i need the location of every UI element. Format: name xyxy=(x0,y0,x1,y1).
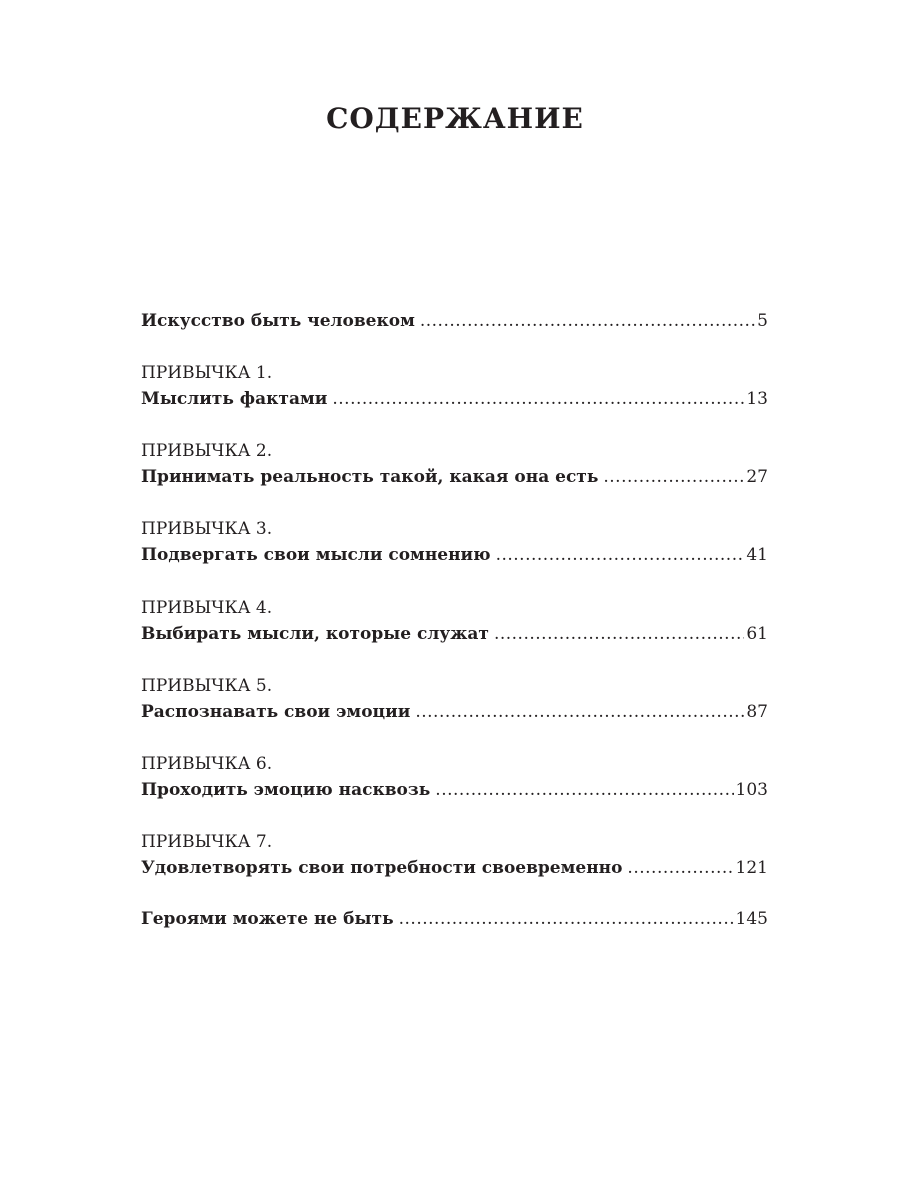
toc-entry-habit-1[interactable] xyxy=(141,387,768,411)
toc-page-number: 121 xyxy=(735,858,768,878)
toc-page-number: 5 xyxy=(757,311,768,331)
toc-entry-habit-6[interactable] xyxy=(141,778,768,802)
toc-entry-outro[interactable] xyxy=(141,907,768,931)
toc-entry-title: Выбирать мысли, которые служат xyxy=(141,624,489,644)
habit-label: ПРИВЫЧКА 1. xyxy=(141,363,273,383)
page-title: СОДЕРЖАНИЕ xyxy=(326,102,584,135)
dot-leader xyxy=(627,856,733,880)
dot-leader xyxy=(494,622,744,646)
habit-label: ПРИВЫЧКА 5. xyxy=(141,676,273,696)
habit-label: ПРИВЫЧКА 6. xyxy=(141,754,273,774)
toc-entry-habit-2[interactable] xyxy=(141,465,768,489)
habit-label: ПРИВЫЧКА 7. xyxy=(141,832,273,852)
toc-entry-title: Мыслить фактами xyxy=(141,389,328,409)
toc-entry-title: Удовлетворять свои потребности своевременно xyxy=(141,858,623,878)
toc-entry-title: Подвергать свои мысли сомнению xyxy=(141,545,491,565)
toc-page-number: 27 xyxy=(746,467,768,487)
toc-entry-title: Проходить эмоцию насквозь xyxy=(141,780,431,800)
toc-page-number: 145 xyxy=(735,909,768,929)
toc-entry-habit-4[interactable] xyxy=(141,622,768,646)
habit-label: ПРИВЫЧКА 4. xyxy=(141,598,273,618)
toc-page-number: 41 xyxy=(746,545,768,565)
dot-leader xyxy=(420,309,755,333)
toc-entry-intro[interactable] xyxy=(141,309,768,333)
toc-page-number: 13 xyxy=(746,389,768,409)
habit-label: ПРИВЫЧКА 3. xyxy=(141,519,273,539)
habit-label: ПРИВЫЧКА 2. xyxy=(141,441,273,461)
toc-entry-habit-5[interactable] xyxy=(141,700,768,724)
toc-entry-habit-3[interactable] xyxy=(141,543,768,567)
toc-page-number: 87 xyxy=(746,702,768,722)
dot-leader xyxy=(332,387,744,411)
toc-entry-habit-7[interactable] xyxy=(141,856,768,880)
toc-entry-title: Распознавать свои эмоции xyxy=(141,702,411,722)
toc-entry-title: Принимать реальность такой, какая она есть xyxy=(141,467,599,487)
dot-leader xyxy=(603,465,744,489)
toc-entry-title: Искусство быть человеком xyxy=(141,311,415,331)
toc-page-number: 103 xyxy=(735,780,768,800)
dot-leader xyxy=(496,543,745,567)
dot-leader xyxy=(399,907,734,931)
dot-leader xyxy=(435,778,733,802)
toc-page-number: 61 xyxy=(746,624,768,644)
table-of-contents xyxy=(141,0,768,1200)
dot-leader xyxy=(415,700,744,724)
toc-entry-title: Героями можете не быть xyxy=(141,909,394,929)
